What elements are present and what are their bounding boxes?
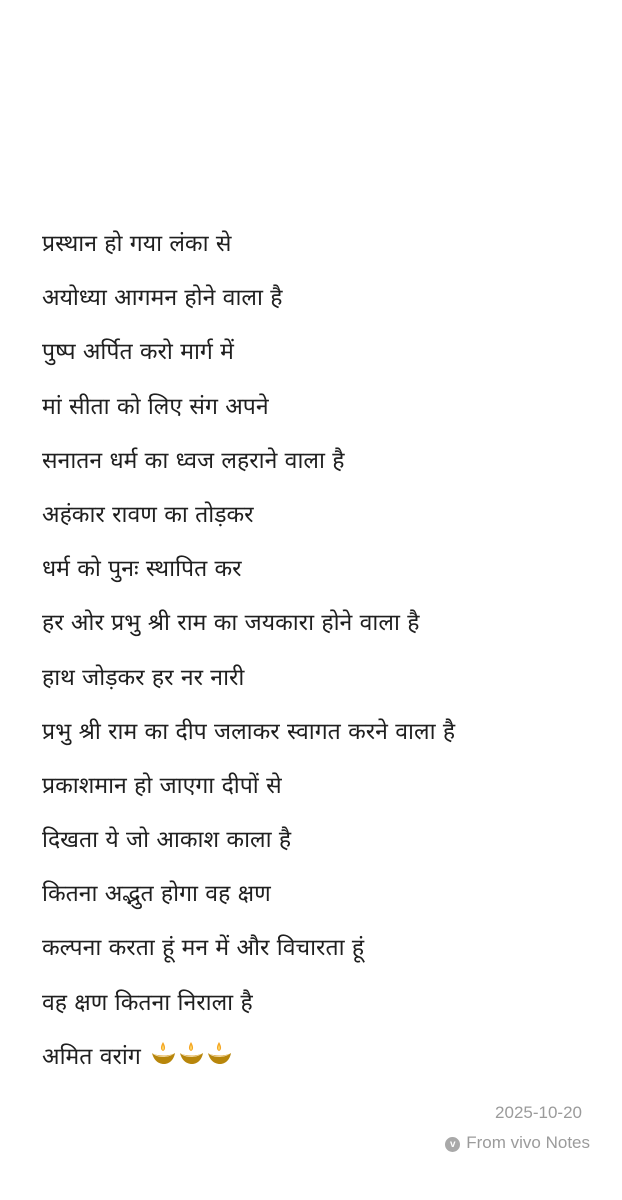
- note-line-6: अहंकार रावण का तोड़कर: [42, 501, 254, 528]
- note-line-12: दिखता ये जो आकाश काला है: [42, 827, 292, 854]
- note-body[interactable]: [42, 226, 602, 1093]
- note-line-9: हाथ जोड़कर हर नर नारी: [42, 664, 245, 691]
- diya-icon: [206, 1040, 232, 1077]
- source-label: From vivo Notes: [466, 1133, 590, 1152]
- note-line-7: धर्म को पुनः स्थापित कर: [42, 556, 242, 583]
- note-line-4: मां सीता को लिए संग अपने: [42, 393, 269, 420]
- note-signature-line: [42, 1039, 602, 1093]
- note-line-1: प्रस्थान हो गया लंका से: [42, 231, 232, 257]
- note-line-3: पुष्प अर्पित करो मार्ग में: [42, 339, 234, 366]
- note-line-8: हर ओर प्रभु श्री राम का जयकारा होने वाला है: [42, 610, 420, 637]
- note-date: 2025-10-20: [495, 1103, 582, 1122]
- note-line-15: वह क्षण कितना निराला है: [42, 989, 253, 1016]
- vivo-icon: v: [445, 1137, 460, 1152]
- diya-icon: [178, 1040, 204, 1077]
- note-line-14: कल्पना करता हूं मन में और विचारता हूं: [42, 935, 365, 962]
- signature-name: अमित वरांग: [42, 1043, 141, 1070]
- note-line-11: प्रकाशमान हो जाएगा दीपों से: [42, 772, 282, 799]
- note-line-5: सनातन धर्म का ध्वज लहराने वाला है: [42, 447, 345, 474]
- note-line-13: कितना अद्भुत होगा वह क्षण: [42, 881, 271, 908]
- diya-icon: [150, 1040, 176, 1077]
- source-attribution: [445, 1133, 590, 1153]
- note-line-10: प्रभु श्री राम का दीप जलाकर स्वागत करने वाला है: [42, 718, 456, 745]
- note-line-2: अयोध्या आगमन होने वाला है: [42, 285, 283, 312]
